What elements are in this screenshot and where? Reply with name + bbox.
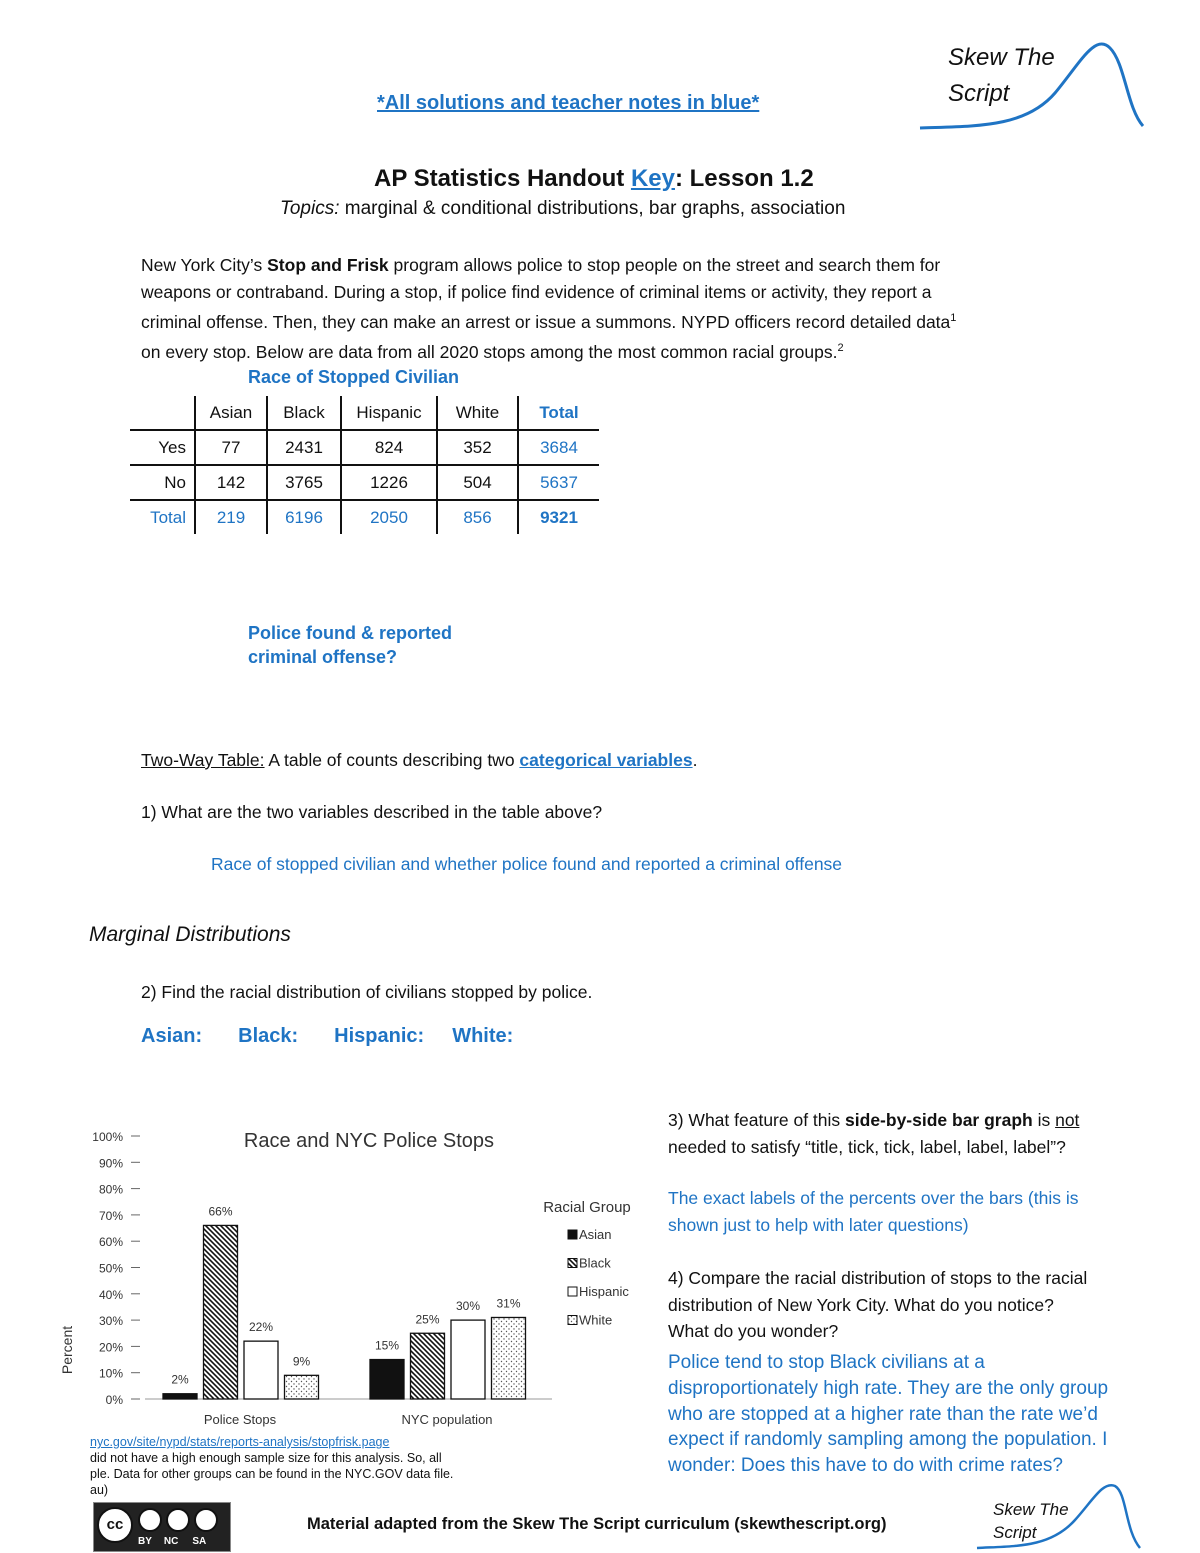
x-tick-label: NYC population	[401, 1412, 493, 1427]
bar-white	[285, 1375, 319, 1399]
sa-icon	[194, 1508, 218, 1532]
question-4: 4) Compare the racial distribution of stops to the racial distribution of New York City. What do you notice? What do you wonder?	[668, 1268, 1088, 1341]
section-heading: Marginal Distributions	[89, 923, 291, 946]
legend-label: Hispanic	[579, 1284, 629, 1299]
y-tick-label: 30%	[98, 1314, 123, 1329]
cc-license-badge: cc BY NC SA	[93, 1502, 231, 1552]
row-variable-label: Police found & reported criminal offense?	[248, 623, 453, 667]
legend-swatch-asian	[568, 1230, 577, 1239]
page-title: AP Statistics Handout Key: Lesson 1.2	[374, 165, 814, 192]
categorical-variables-link[interactable]: categorical variables	[519, 750, 693, 770]
solutions-notice: *All solutions and teacher notes in blue*	[377, 92, 760, 114]
footnote-link[interactable]: nyc.gov/site/nypd/stats/reports-analysis/stopfrisk.page	[90, 1435, 390, 1449]
y-tick-label: 80%	[98, 1182, 123, 1197]
data-label: 9%	[292, 1354, 311, 1369]
nc-icon	[166, 1508, 190, 1532]
y-tick-label: 40%	[98, 1287, 123, 1302]
question-1: 1) What are the two variables described in the table above?	[141, 802, 603, 822]
bar-asian	[370, 1360, 404, 1399]
y-axis-label: Percent	[59, 1325, 75, 1375]
y-tick-label: 50%	[98, 1261, 123, 1276]
legend-swatch-white	[568, 1316, 577, 1325]
legend-title: Racial Group	[543, 1199, 631, 1216]
y-tick-label: 60%	[98, 1235, 123, 1250]
legend-swatch-hispanic	[568, 1287, 577, 1296]
definition: Two-Way Table: A table of counts describing two categorical variables.	[141, 750, 698, 770]
two-way-table: Asian Black Hispanic White Total Yes 77 2431 824 352 3684 No 142 3765 1226 504 5637 Total 219 6196 2050 856 9321	[130, 396, 599, 534]
data-label: 25%	[415, 1312, 440, 1327]
y-tick-label: 20%	[98, 1340, 123, 1355]
y-tick-label: 0%	[105, 1393, 123, 1407]
data-label: 30%	[455, 1299, 481, 1314]
legend-swatch-black	[568, 1259, 577, 1268]
legend-label: Black	[579, 1255, 611, 1271]
legend-label: Asian	[579, 1227, 612, 1242]
footer-credit: Material adapted from the Skew The Script curriculum (skewthescript.org)	[307, 1515, 887, 1533]
bar-black	[204, 1225, 238, 1399]
bar-hispanic	[451, 1320, 485, 1399]
cc-icon: cc	[97, 1507, 133, 1543]
answer-4: Police tend to stop Black civilians at a disproportionately high rate. They are the only group who are stopped at a higher rate than the rate we’d expect if randomly sampling among the population. I wonder: Does this have to do with crime rates?	[668, 1352, 1109, 1477]
bar-chart	[0, 1100, 650, 1432]
bar-hispanic	[244, 1341, 278, 1399]
x-tick-label: Police Stops	[203, 1412, 277, 1427]
bar-asian	[163, 1394, 197, 1399]
legend-label: White	[579, 1312, 613, 1328]
answer-2-labels: Asian: Black: Hispanic: White:	[141, 1025, 514, 1047]
by-icon	[138, 1508, 162, 1532]
y-tick-label: 90%	[98, 1156, 123, 1171]
y-tick-label: 100%	[92, 1130, 123, 1144]
chart-title: Race and NYC Police Stops	[243, 1130, 495, 1152]
data-label: 2%	[171, 1372, 189, 1387]
question-2: 2) Find the racial distribution of civilians stopped by police.	[141, 982, 593, 1002]
table-row: Total 219 6196 2050 856 9321	[130, 500, 599, 534]
data-label: 15%	[374, 1338, 400, 1353]
y-tick-label: 10%	[98, 1366, 123, 1381]
topics: Topics: marginal & conditional distributions, bar graphs, association	[280, 198, 846, 219]
y-tick-label: 70%	[98, 1208, 123, 1223]
data-label: 22%	[248, 1320, 274, 1335]
table-row: No 142 3765 1226 504 5637	[130, 465, 599, 500]
skew-the-script-logo: Skew The Script	[915, 38, 1150, 133]
column-variable-label: Race of Stopped Civilian	[248, 367, 460, 387]
footnotes: nyc.gov/site/nypd/stats/reports-analysis/stopfrisk.page did not have a high enough sample size for this analysis. So, all ple. Data for other groups can be found in the NYC.GOV data file. au)	[90, 1435, 454, 1497]
data-label: 66%	[208, 1204, 233, 1219]
answer-3: The exact labels of the percents over the bars (this is shown just to help with later questions)	[668, 1188, 1079, 1235]
intro-paragraph: New York City’s Stop and Frisk program allows police to stop people on the street and search them for weapons or contraband. During a stop, if police find evidence of criminal items or activity, they report a criminal offense. Then, they can make an arrest or issue a summons. NYPD officers record detailed data$^1$ on every stop. Below are data from all 2020 stops among the most common racial groups.$^2$	[141, 255, 957, 363]
answer-1: Race of stopped civilian and whether police found and reported a criminal offense	[211, 854, 843, 874]
table-row: Yes 77 2431 824 352 3684	[130, 430, 599, 465]
question-3: 3) What feature of this side-by-side bar graph is not needed to satisfy “title, tick, tick, label, label, label”?	[668, 1110, 1080, 1157]
data-label: 31%	[496, 1296, 521, 1311]
bar-white	[492, 1317, 526, 1399]
footer-logo: Skew The Script	[975, 1478, 1145, 1553]
bar-black	[411, 1333, 445, 1399]
